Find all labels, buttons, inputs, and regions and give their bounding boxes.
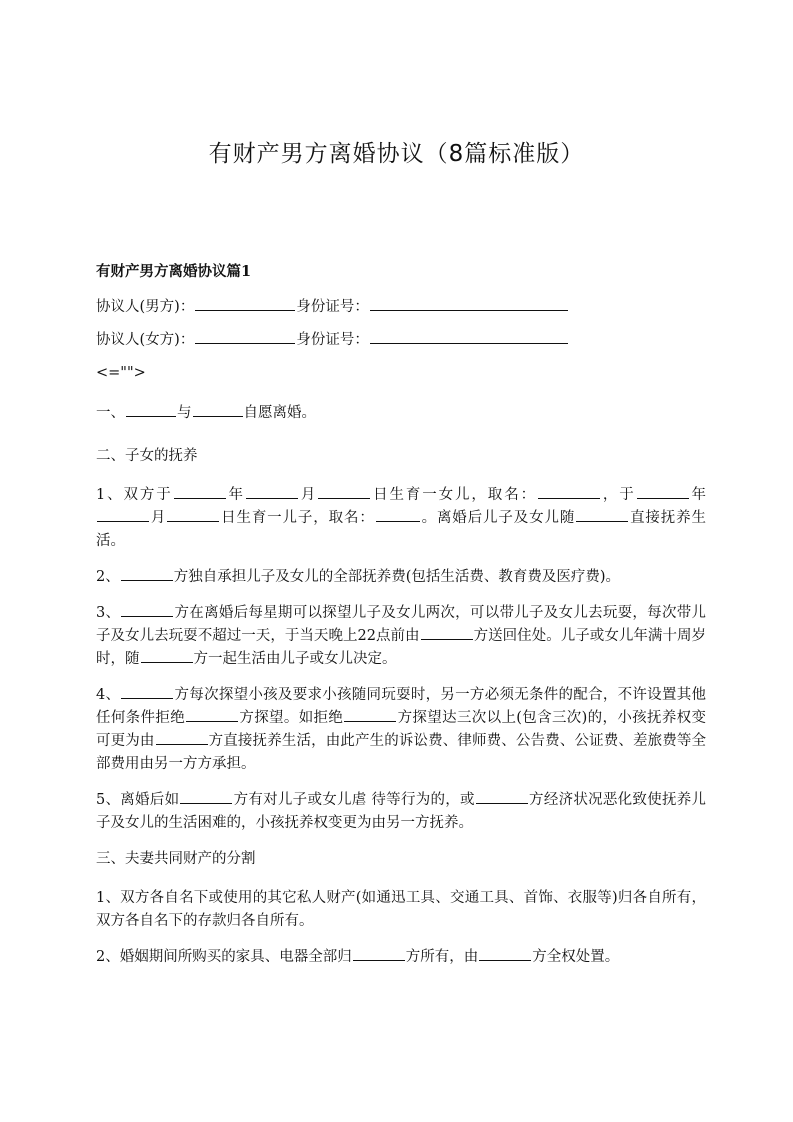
id-label: 身份证号：	[296, 332, 369, 348]
paragraph-3	[96, 602, 706, 671]
blank-field	[353, 946, 405, 961]
blank-field	[121, 566, 173, 581]
blank-field	[479, 946, 531, 961]
para-text: 方一起生活由儿子或女儿决定。	[193, 651, 397, 667]
para-text: 方送回住处。儿子或女儿年满十周岁时，随	[96, 628, 707, 667]
document-body	[96, 296, 706, 982]
item-text: 自愿离婚。	[243, 405, 316, 421]
blank-field	[421, 625, 473, 640]
para-text: 年	[226, 487, 245, 503]
paragraph-5	[96, 789, 706, 835]
para-text: 月	[298, 487, 318, 503]
para-text: 方有对儿子或女儿虐 待等行为的，或	[233, 792, 475, 808]
blank-field	[576, 507, 628, 522]
blank-field	[180, 789, 232, 804]
paragraph-2	[96, 566, 706, 589]
blank-field	[167, 507, 219, 522]
item-text: 与	[177, 405, 192, 421]
document-title: 有财产男方离婚协议（8篇标准版）	[208, 141, 585, 167]
party-male-line	[96, 296, 706, 329]
paragraph-4	[96, 684, 706, 776]
para-text: 。离婚后儿子及女儿随	[420, 510, 576, 526]
item-1	[96, 402, 706, 425]
blank-field	[195, 329, 295, 344]
para-text: 1、双方于	[96, 487, 173, 503]
party-male-label: 协议人(男方)：	[96, 299, 195, 315]
section-heading: 有财产男方离婚协议篇1	[96, 263, 252, 280]
blank-field	[195, 296, 295, 311]
blank-field	[97, 507, 149, 522]
blank-field	[246, 484, 298, 499]
party-female-line	[96, 329, 706, 362]
para-text: 方在离婚后每星期可以探望儿子及女儿两次，可以带儿子及女儿去玩耍，每次带儿子及女儿去玩耍不超过一天，于当天晚上22点前由	[96, 605, 706, 644]
blank-field	[476, 789, 528, 804]
para-text: 方独自承担儿子及女儿的全部抚养费(包括生活费、教育费及医疗费)。	[173, 569, 621, 585]
para-text: 3、	[96, 605, 121, 621]
blank-field	[637, 484, 689, 499]
party-female-label: 协议人(女方)：	[96, 332, 195, 348]
blank-field	[376, 507, 420, 522]
para-text: 月	[150, 510, 167, 526]
blank-field	[126, 402, 176, 417]
blank-field	[156, 730, 208, 745]
blank-field	[174, 484, 226, 499]
blank-field	[121, 602, 173, 617]
blank-field	[186, 707, 238, 722]
item-text: 一、	[96, 405, 125, 421]
blank-field	[141, 648, 193, 663]
para-text: ，于	[600, 487, 636, 503]
para-text: 方经济状况恶化致使抚养儿子及女儿的生活困难的，小孩抚养权变更为由另一方抚养。	[96, 792, 706, 831]
heading-property: 三、夫妻共同财产的分割	[96, 851, 256, 867]
para-text: 2、	[96, 569, 120, 585]
blank-field	[370, 296, 568, 311]
para-text: 日生育一儿子，取名：	[220, 510, 375, 526]
blank-field	[370, 329, 568, 344]
para-text: 方每次探望小孩及要求小孩随同玩耍时，另一方必须无条件的配合，不许设置其他任何条件拒绝	[96, 687, 706, 726]
blank-field	[121, 684, 173, 699]
para-text: 方所有，由	[405, 949, 479, 965]
para-text: 年	[689, 487, 707, 503]
para-text: 方探望。如拒绝	[239, 710, 344, 726]
blank-field	[318, 484, 370, 499]
id-label: 身份证号：	[296, 299, 369, 315]
para-text: 4、	[96, 687, 121, 703]
paragraph-1	[96, 484, 706, 553]
para-text: 方全权处置。	[532, 949, 620, 965]
para-text: 方直接抚养生活，由此产生的诉讼费、律师费、公告费、公证费、差旅费等全部费用由另一方方承担。	[96, 733, 707, 772]
para-text: 直接抚养生活。	[96, 510, 707, 549]
blank-field	[344, 707, 396, 722]
para-text: 日生育一女儿，取名：	[371, 487, 537, 503]
blank-field	[538, 484, 600, 499]
para-text: 2、婚姻期间所购买的家具、电器全部归	[96, 949, 352, 965]
paragraph-6: 1、双方各自名下或使用的其它私人财产(如通迅工具、交通工具、首饰、衣服等)归各自所有，双方各自名下的存款归各自所有。	[96, 890, 706, 929]
para-text: 5、离婚后如	[96, 792, 180, 808]
symbol-line: <="">	[96, 365, 146, 381]
heading-children: 二、子女的抚养	[96, 448, 198, 464]
paragraph-7	[96, 946, 706, 969]
blank-field	[193, 402, 243, 417]
para-text: 方探望达三次以上(包含三次)的，小孩抚养权变可更为由	[96, 710, 707, 749]
